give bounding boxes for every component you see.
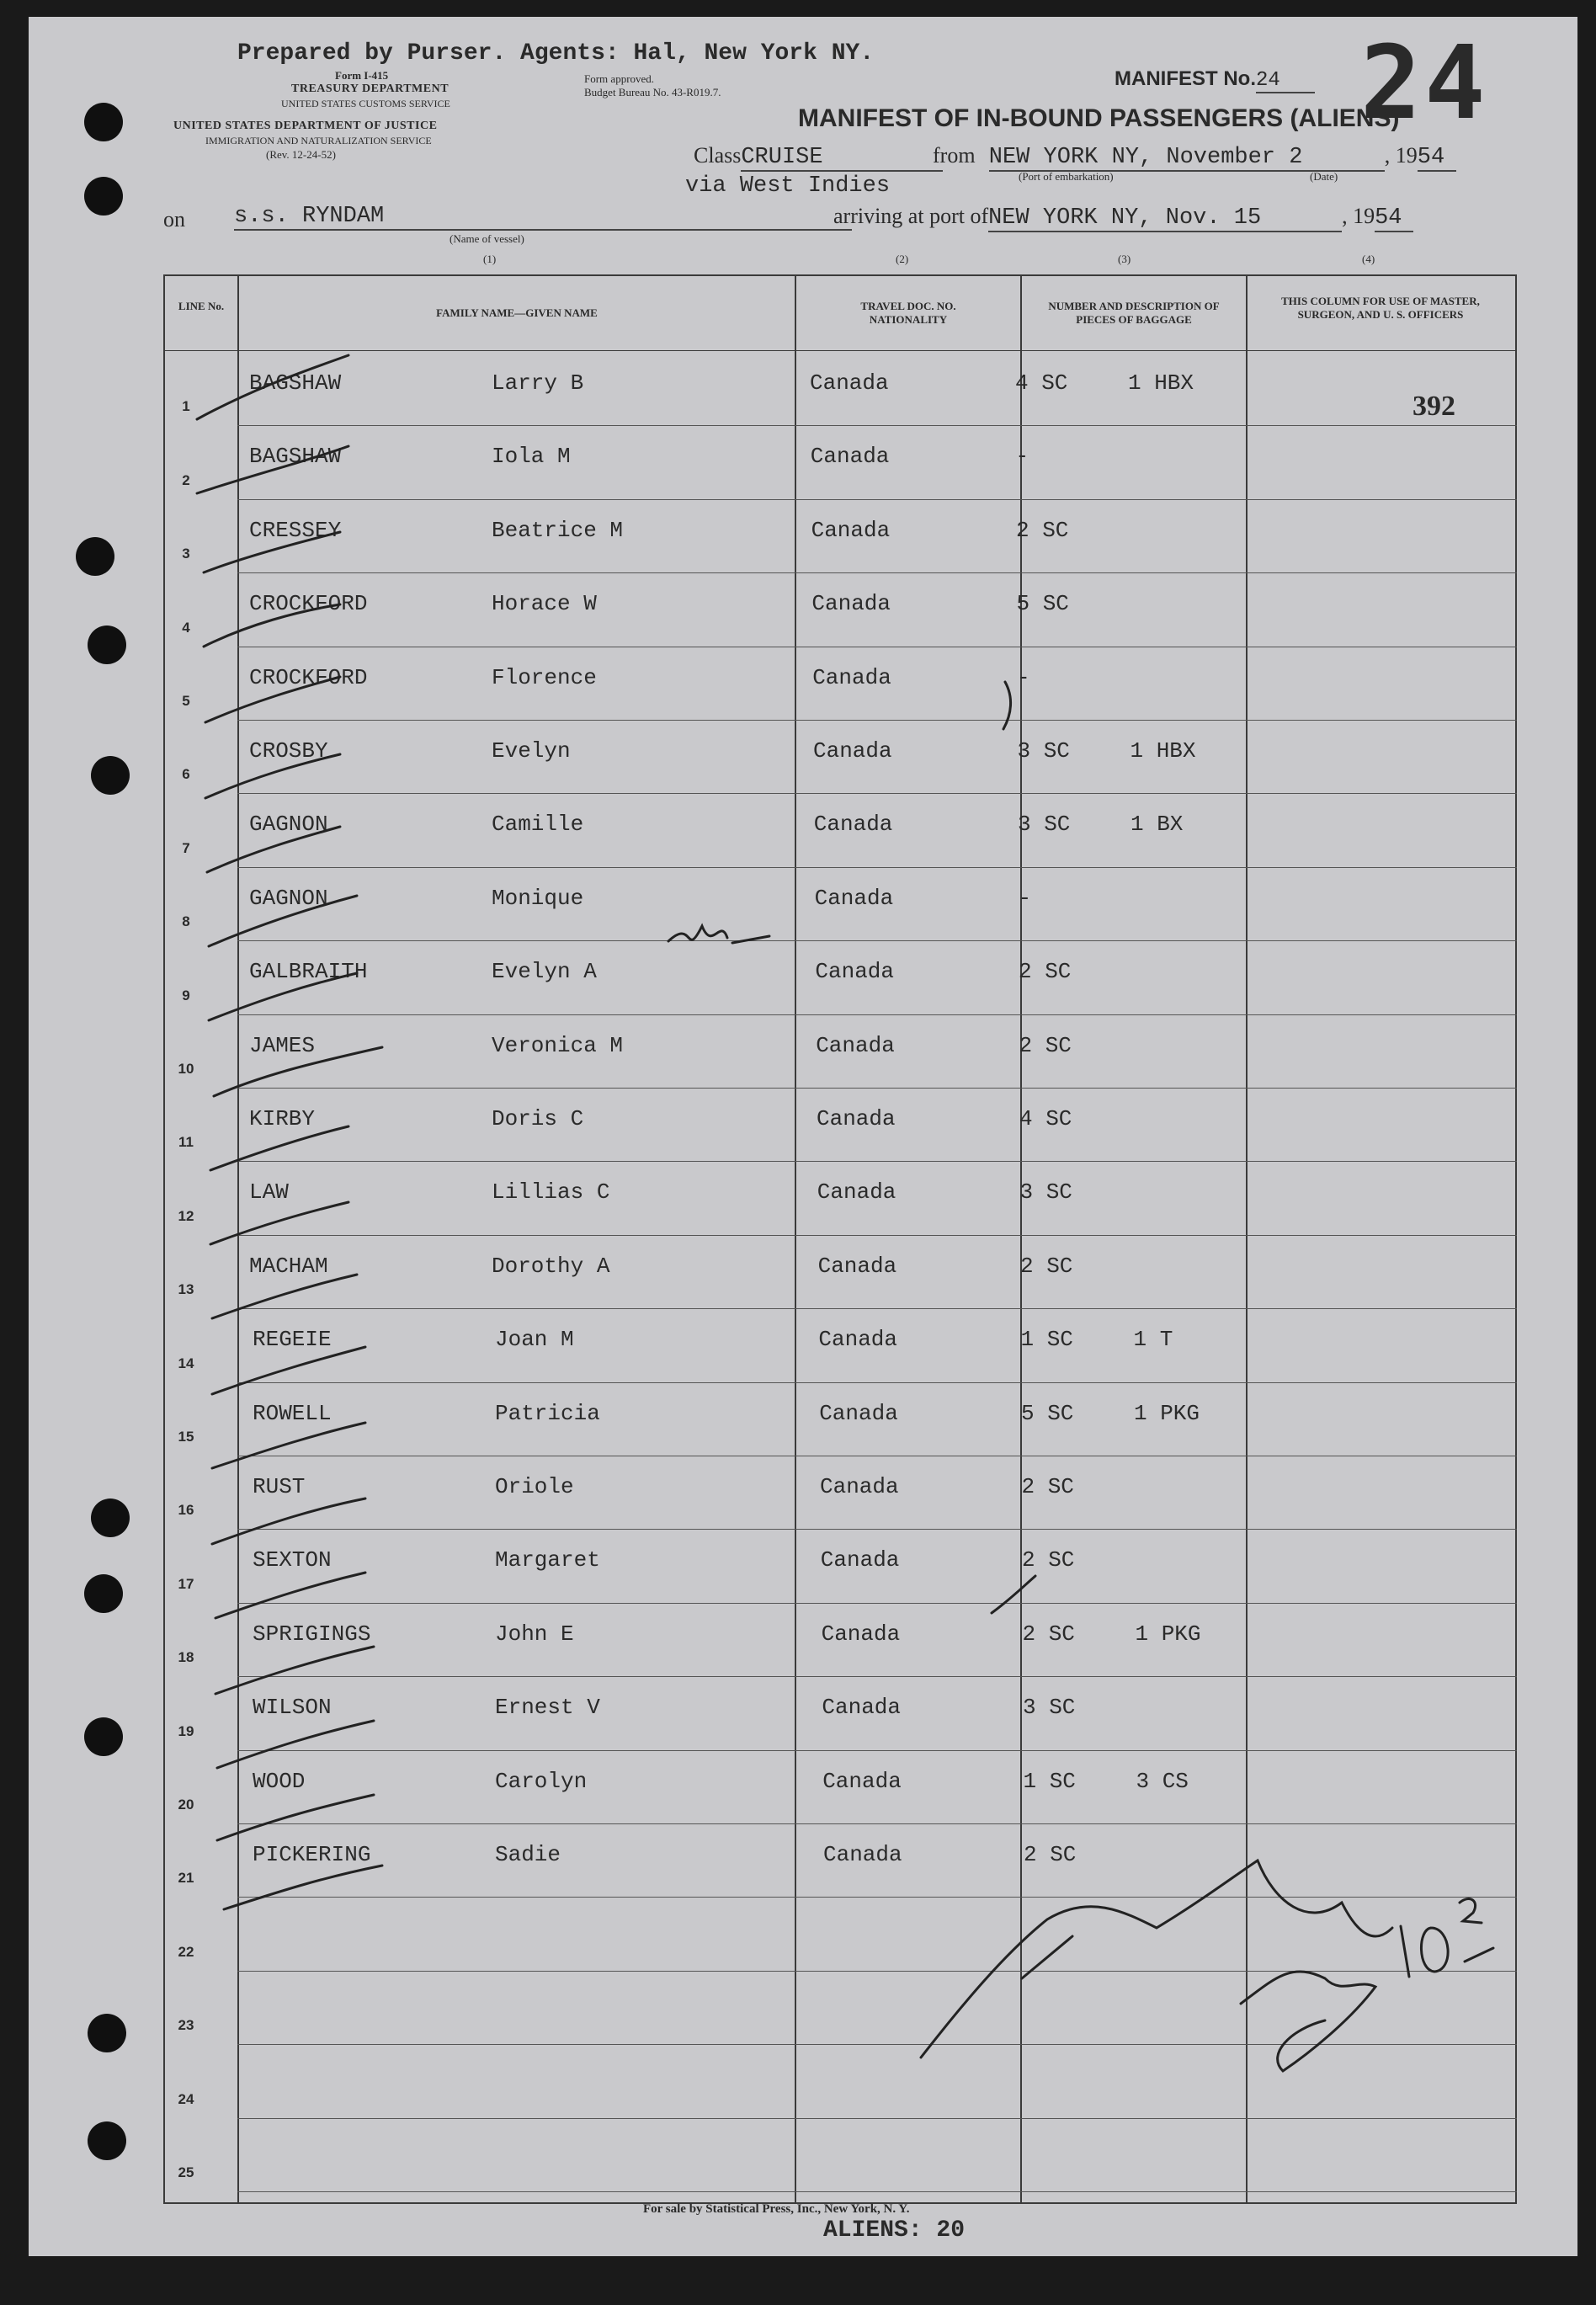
customs-service: UNITED STATES CUSTOMS SERVICE xyxy=(281,98,450,109)
line-number: 14 xyxy=(178,1355,194,1371)
row-divider xyxy=(237,1382,1517,1383)
row-divider xyxy=(237,2191,1517,2192)
baggage-count: 2 SC xyxy=(1020,1253,1073,1279)
family-name: GALBRAITH xyxy=(249,959,368,985)
row-divider xyxy=(237,720,1517,721)
family-name: SEXTON xyxy=(253,1547,332,1573)
line-number: 8 xyxy=(182,913,190,930)
given-name: Evelyn A xyxy=(492,959,597,985)
family-name: CROCKFORD xyxy=(249,591,368,617)
row-divider xyxy=(237,499,1517,500)
line-number: 18 xyxy=(178,1649,194,1666)
signature-mark xyxy=(1401,1899,1493,1977)
from-value: NEW YORK NY, November 2 xyxy=(989,145,1385,172)
nationality: Canada xyxy=(817,1106,896,1131)
check-mark xyxy=(217,1721,374,1768)
row-divider xyxy=(237,1897,1517,1898)
manifest-sheet xyxy=(29,17,1577,2256)
nationality: Canada xyxy=(813,812,893,838)
col-header-name: FAMILY NAME—GIVEN NAME xyxy=(436,306,598,319)
check-mark xyxy=(212,1423,365,1468)
given-name: Florence xyxy=(492,664,597,690)
punch-hole xyxy=(91,756,130,795)
family-name: GAGNON xyxy=(249,812,328,838)
col-header-travel-doc: TRAVEL DOC. NO. NATIONALITY xyxy=(860,300,956,326)
family-name: SPRIGINGS xyxy=(253,1621,371,1647)
nationality: Canada xyxy=(810,370,889,396)
baggage-count: - xyxy=(1017,664,1030,690)
baggage-extra: 1 T xyxy=(1133,1327,1173,1353)
family-name: WOOD xyxy=(253,1768,306,1794)
baggage-count: 2 SC xyxy=(1016,517,1069,543)
line-number: 21 xyxy=(178,1870,194,1887)
given-name: Camille xyxy=(492,812,584,838)
nationality: Canada xyxy=(813,738,892,764)
check-mark xyxy=(212,1275,357,1318)
revision: (Rev. 12-24-52) xyxy=(266,148,336,161)
nationality: Canada xyxy=(820,1474,899,1499)
baggage-count: 3 SC xyxy=(1023,1695,1076,1721)
line-number: 13 xyxy=(178,1281,194,1298)
baggage-extra: 1 PKG xyxy=(1135,1621,1201,1647)
embark-caption: (Port of embarkation) xyxy=(1019,170,1114,183)
row-divider xyxy=(237,1823,1517,1824)
line-number: 24 xyxy=(178,2090,194,2107)
row-divider xyxy=(237,572,1517,573)
line-number: 15 xyxy=(178,1429,194,1445)
row-divider xyxy=(237,1971,1517,1972)
signature-mark xyxy=(1241,1972,1375,2071)
check-mark xyxy=(212,1347,365,1394)
baggage-count: 5 SC xyxy=(1016,591,1069,617)
family-name: CRESSEY xyxy=(249,517,342,543)
manifest-number: 24 xyxy=(1256,69,1315,93)
nationality: Canada xyxy=(819,1400,898,1426)
on-label: on xyxy=(163,207,185,232)
family-name: BAGSHAW xyxy=(249,444,342,470)
punch-hole xyxy=(84,1574,123,1613)
family-name: RUST xyxy=(253,1474,306,1499)
manifest-number-label: MANIFEST No.24 xyxy=(1115,67,1315,93)
given-name: John E xyxy=(495,1621,574,1647)
check-mark xyxy=(210,1126,348,1170)
row-divider xyxy=(237,425,1517,426)
printer-note: For sale by Statistical Press, Inc., New York, N. Y. xyxy=(643,2202,910,2216)
row-divider xyxy=(237,940,1517,941)
line-number: 10 xyxy=(178,1061,194,1077)
handwritten-marks xyxy=(29,17,1577,2256)
punch-hole xyxy=(91,1499,130,1537)
aliens-count: ALIENS: 20 xyxy=(823,2217,966,2244)
punch-hole xyxy=(88,625,126,664)
treasury-dept: TREASURY DEPARTMENT xyxy=(291,83,450,95)
line-number: 3 xyxy=(182,546,190,562)
year-value: 54 xyxy=(1418,145,1456,172)
baggage-count: 2 SC xyxy=(1019,1032,1072,1058)
given-name: Veronica M xyxy=(492,1032,624,1058)
nationality: Canada xyxy=(812,664,891,690)
nationality: Canada xyxy=(810,444,890,470)
family-name: ROWELL xyxy=(253,1400,332,1426)
line-number: 9 xyxy=(182,987,190,1003)
line-number: 6 xyxy=(182,766,190,783)
row-divider xyxy=(237,1308,1517,1309)
line-number: 2 xyxy=(182,471,190,488)
nationality: Canada xyxy=(822,1768,902,1794)
family-name: MACHAM xyxy=(249,1253,328,1279)
baggage-count: 4 SC xyxy=(1015,370,1068,396)
ins-service: IMMIGRATION AND NATURALIZATION SERVICE xyxy=(205,135,432,146)
given-name: Lillias C xyxy=(492,1179,610,1206)
line-number: 16 xyxy=(178,1502,194,1519)
nationality: Canada xyxy=(811,517,891,543)
row-divider xyxy=(237,1235,1517,1236)
baggage-extra: 1 HBX xyxy=(1130,738,1196,764)
punch-hole xyxy=(84,1717,123,1756)
check-mark xyxy=(1003,682,1011,729)
given-name: Dorothy A xyxy=(492,1253,610,1279)
form-number: Form I-415 xyxy=(335,69,389,82)
nationality: Canada xyxy=(817,1179,896,1206)
punch-hole xyxy=(88,2121,126,2160)
baggage-extra: 1 PKG xyxy=(1134,1400,1200,1426)
check-mark xyxy=(217,1795,374,1840)
col-header-baggage: NUMBER AND DESCRIPTION OF PIECES OF BAGGAGE xyxy=(1048,300,1220,326)
baggage-extra: 3 CS xyxy=(1136,1768,1189,1794)
given-name: Iola M xyxy=(492,444,571,470)
justice-dept: UNITED STATES DEPARTMENT OF JUSTICE xyxy=(173,120,438,132)
baggage-count: 3 SC xyxy=(1019,1179,1072,1206)
given-name: Sadie xyxy=(495,1842,561,1867)
line-number: 5 xyxy=(182,693,190,709)
check-mark xyxy=(224,1866,382,1909)
baggage-count: 1 SC xyxy=(1020,1327,1073,1353)
row-divider xyxy=(237,1676,1517,1677)
baggage-count: 2 SC xyxy=(1021,1474,1074,1499)
nationality: Canada xyxy=(821,1621,901,1647)
line-number: 7 xyxy=(182,839,190,856)
nationality: Canada xyxy=(823,1842,902,1867)
family-name: REGEIE xyxy=(253,1327,332,1353)
nationality: Canada xyxy=(814,885,894,911)
baggage-count: 2 SC xyxy=(1022,1547,1075,1573)
date-caption: (Date) xyxy=(1310,170,1338,183)
check-mark xyxy=(212,1499,365,1544)
family-name: KIRBY xyxy=(249,1106,316,1131)
form-approved: Form approved. xyxy=(584,72,655,85)
punch-hole xyxy=(88,2014,126,2052)
col-header-officers: THIS COLUMN FOR USE OF MASTER, SURGEON, AND U. S. OFFICERS xyxy=(1281,295,1480,321)
baggage-count: - xyxy=(1015,444,1029,470)
given-name: Margaret xyxy=(495,1547,600,1573)
line-number: 19 xyxy=(178,1722,194,1739)
year2-value: 54 xyxy=(1375,205,1413,232)
signature-mark xyxy=(921,1861,1392,2057)
baggage-count: 5 SC xyxy=(1021,1400,1074,1426)
line-number: 11 xyxy=(178,1134,194,1151)
given-name: Ernest V xyxy=(495,1695,600,1721)
nationality: Canada xyxy=(818,1327,898,1353)
vessel-name: s.s. RYNDAM xyxy=(234,204,852,231)
punch-hole xyxy=(84,103,123,141)
row-divider xyxy=(237,2044,1517,2045)
line-number: 23 xyxy=(178,2017,194,2034)
nationality: Canada xyxy=(820,1547,900,1573)
line-number: 17 xyxy=(178,1575,194,1592)
baggage-count: 3 SC xyxy=(1018,812,1071,838)
line-number: 12 xyxy=(178,1207,194,1224)
row-divider xyxy=(237,2118,1517,2119)
punch-hole xyxy=(76,537,114,576)
baggage-count: 2 SC xyxy=(1024,1842,1077,1867)
line-number: 1 xyxy=(182,398,190,415)
class-line: ClassCRUISE xyxy=(694,143,943,172)
line-number: 25 xyxy=(178,2164,194,2180)
baggage-count: 2 SC xyxy=(1019,959,1072,985)
baggage-count: 4 SC xyxy=(1019,1106,1072,1131)
family-name: CROSBY xyxy=(249,738,328,764)
nationality: Canada xyxy=(822,1695,902,1721)
given-name: Monique xyxy=(492,885,584,911)
given-name: Larry B xyxy=(492,370,584,396)
given-name: Joan M xyxy=(495,1327,574,1353)
row-divider xyxy=(237,867,1517,868)
arriving-line: arriving at port ofNEW YORK NY, Nov. 15 , 1954 xyxy=(833,204,1413,232)
family-name: LAW xyxy=(249,1179,289,1206)
col-index-2: (2) xyxy=(896,253,909,265)
nationality: Canada xyxy=(817,1253,897,1279)
check-mark xyxy=(992,1576,1035,1613)
arriving-value: NEW YORK NY, Nov. 15 xyxy=(988,205,1342,232)
row-divider xyxy=(237,1529,1517,1530)
row-divider xyxy=(237,1603,1517,1604)
given-name: Patricia xyxy=(495,1400,600,1426)
check-mark xyxy=(215,1647,374,1694)
col-index-4: (4) xyxy=(1362,253,1375,265)
from-line: from NEW YORK NY, November 2 , 1954 xyxy=(933,143,1456,172)
baggage-count: 2 SC xyxy=(1022,1621,1075,1647)
baggage-count: 3 SC xyxy=(1017,738,1070,764)
baggage-extra: 1 HBX xyxy=(1128,370,1194,396)
nationality: Canada xyxy=(815,959,895,985)
punch-hole xyxy=(84,177,123,216)
side-number: 392 xyxy=(1412,391,1455,422)
via-line: via West Indies xyxy=(685,173,891,199)
family-name: WILSON xyxy=(253,1695,332,1721)
row-divider xyxy=(237,793,1517,794)
line-number: 22 xyxy=(178,1943,194,1960)
col-index-3: (3) xyxy=(1118,253,1131,265)
family-name: PICKERING xyxy=(253,1842,371,1867)
given-name: Beatrice M xyxy=(492,517,624,543)
given-name: Doris C xyxy=(492,1106,584,1131)
col-header-line-no: LINE No. xyxy=(178,300,225,312)
line-number: 4 xyxy=(182,619,190,636)
family-name: CROCKFORD xyxy=(249,664,368,690)
baggage-extra: 1 BX xyxy=(1130,812,1184,838)
manifest-title: MANIFEST OF IN-BOUND PASSENGERS (ALIENS) xyxy=(798,104,1400,132)
family-name: JAMES xyxy=(249,1032,316,1058)
vessel-caption: (Name of vessel) xyxy=(450,232,524,245)
budget-bureau: Budget Bureau No. 43-R019.7. xyxy=(584,86,721,98)
line-number: 20 xyxy=(178,1797,194,1813)
check-mark xyxy=(210,1202,348,1244)
row-divider xyxy=(237,1750,1517,1751)
nationality: Canada xyxy=(816,1032,895,1058)
family-name: BAGSHAW xyxy=(249,370,342,396)
baggage-count: 1 SC xyxy=(1023,1768,1076,1794)
row-divider xyxy=(237,1161,1517,1162)
row-divider xyxy=(237,1014,1517,1015)
baggage-count: - xyxy=(1018,885,1032,911)
big-manifest-number: 24 xyxy=(1360,25,1489,142)
given-name: Evelyn xyxy=(492,738,571,764)
prepared-by: Prepared by Purser. Agents: Hal, New York NY. xyxy=(237,40,875,67)
class-value: CRUISE xyxy=(741,145,943,172)
col-index-1: (1) xyxy=(483,253,497,265)
family-name: GAGNON xyxy=(249,885,328,911)
given-name: Horace W xyxy=(492,591,597,617)
given-name: Oriole xyxy=(495,1474,574,1499)
given-name: Carolyn xyxy=(495,1768,588,1794)
nationality: Canada xyxy=(811,591,891,617)
row-divider xyxy=(237,1088,1517,1089)
